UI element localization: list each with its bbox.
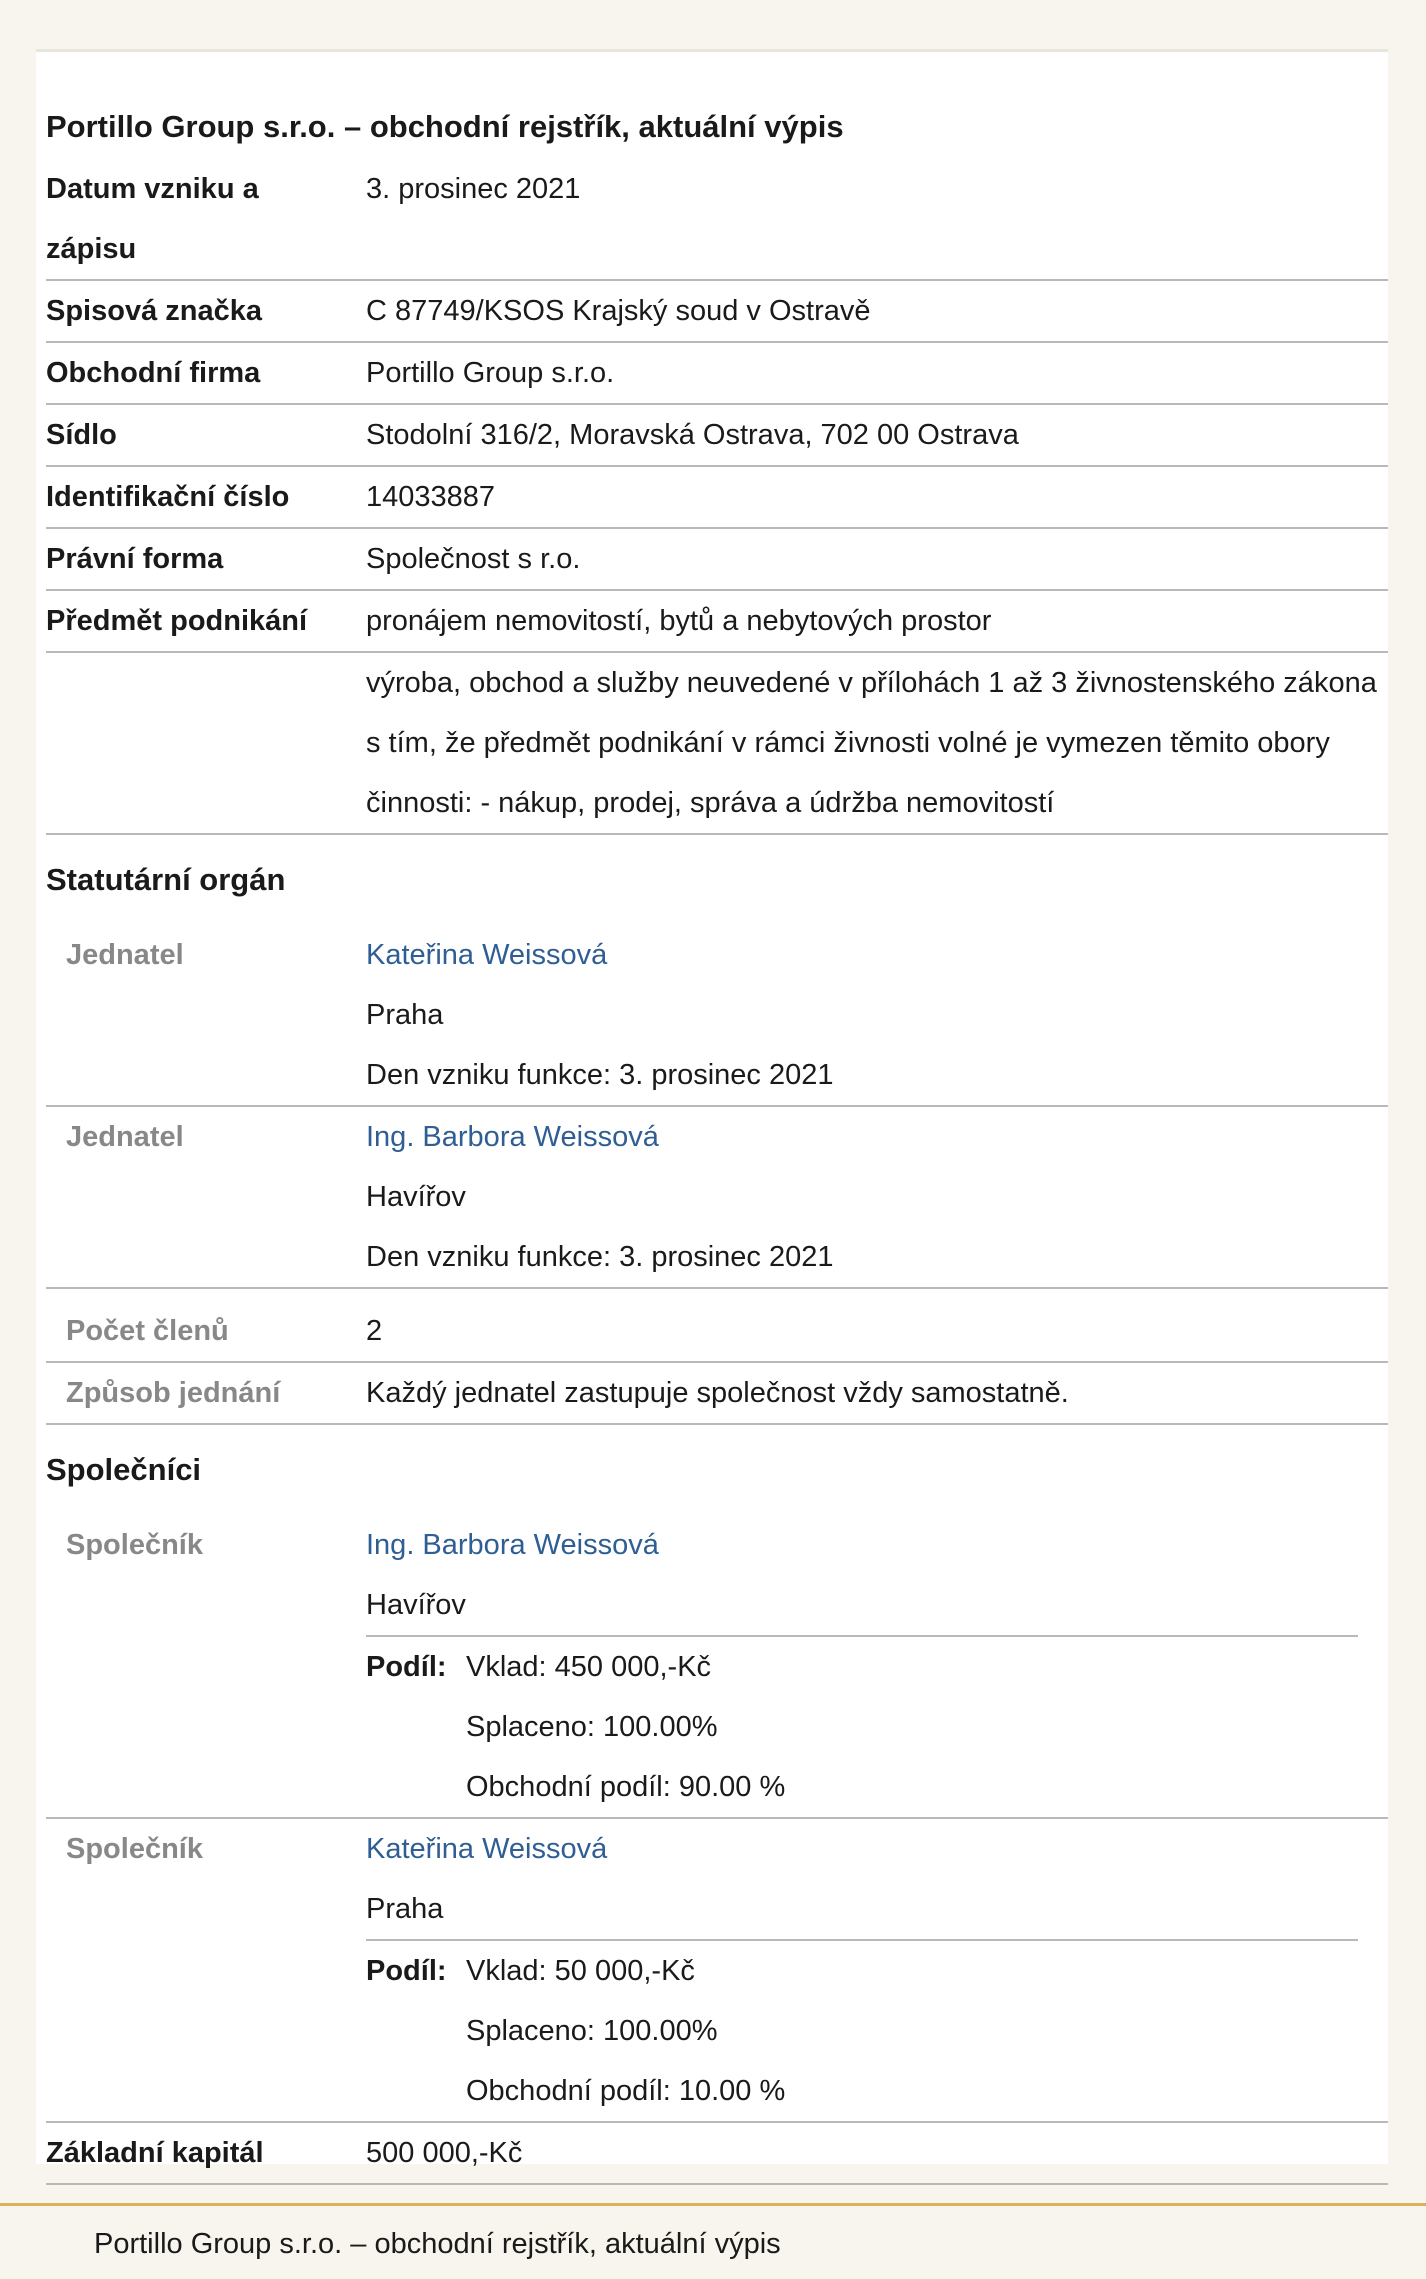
member-name-link[interactable]: Kateřina Weissová <box>366 939 608 971</box>
value-company-id: 14033887 <box>366 481 496 513</box>
value-capital: 500 000,-Kč <box>366 2137 523 2169</box>
partner-city: Praha <box>366 1893 444 1925</box>
member-city: Praha <box>366 999 444 1031</box>
label-legal-form: Právní forma <box>46 543 224 575</box>
share-percent: Obchodní podíl: 10.00 % <box>466 2075 786 2107</box>
row-member-count <box>46 1289 1388 1363</box>
statutory-heading: Statutární orgán <box>46 862 286 897</box>
label-file-number: Spisová značka <box>46 295 262 327</box>
business-item: výroba, obchod a služby neuvedené v přílohách 1 až 3 živnostenského zákona s tím, že předmět podnikání v rámci živnosti volné je vymezen těmito obory činnosti: - nákup, prodej, správa a údržba nemovitostí <box>366 667 1377 819</box>
label-capital: Základní kapitál <box>46 2137 264 2169</box>
member-city: Havířov <box>366 1181 466 1213</box>
label-founding-date: Datum vzniku a zápisu <box>46 173 259 265</box>
member-role: Jednatel <box>66 939 184 971</box>
share-percent: Obchodní podíl: 90.00 % <box>466 1771 786 1803</box>
row-file-number <box>46 281 1388 343</box>
value-company-name: Portillo Group s.r.o. <box>366 357 615 389</box>
value-file-number: C 87749/KSOS Krajský soud v Ostravě <box>366 295 871 327</box>
partner-name-link[interactable]: Ing. Barbora Weissová <box>366 1529 659 1561</box>
row-company-name <box>46 343 1388 405</box>
row-founding-date <box>46 159 1388 281</box>
partner-share <box>366 1939 1358 2121</box>
partners-heading: Společníci <box>46 1452 202 1487</box>
row-legal-form <box>46 529 1388 591</box>
footer <box>0 2203 1426 2279</box>
row-company-id <box>46 467 1388 529</box>
row-business-2 <box>46 653 1388 835</box>
partner-role: Společník <box>66 1529 203 1561</box>
member-role: Jednatel <box>66 1121 184 1153</box>
row-business-1 <box>46 591 1388 653</box>
label-address: Sídlo <box>46 419 117 451</box>
member-since: Den vzniku funkce: 3. prosinec 2021 <box>366 1241 834 1273</box>
member-name-link[interactable]: Ing. Barbora Weissová <box>366 1121 659 1153</box>
label-business: Předmět podnikání <box>46 605 308 637</box>
row-address <box>46 405 1388 467</box>
partner-share <box>366 1635 1358 1817</box>
register-card <box>36 49 1388 2169</box>
share-label: Podíl: <box>366 1651 447 1683</box>
member-since: Den vzniku funkce: 3. prosinec 2021 <box>366 1059 834 1091</box>
business-item: pronájem nemovitostí, bytů a nebytových prostor <box>366 605 992 637</box>
partner-city: Havířov <box>366 1589 466 1621</box>
statutory-member <box>46 925 1388 1107</box>
register-content <box>46 95 1388 2185</box>
partner-role: Společník <box>66 1833 203 1865</box>
statutory-member <box>46 1107 1388 1289</box>
label-member-count: Počet členů <box>66 1315 229 1347</box>
label-conduct: Způsob jednání <box>66 1377 281 1409</box>
value-address: Stodolní 316/2, Moravská Ostrava, 702 00 Ostrava <box>366 419 1019 451</box>
footer-text: Portillo Group s.r.o. – obchodní rejstřík, aktuální výpis <box>94 2228 781 2260</box>
value-member-count: 2 <box>366 1315 383 1347</box>
label-company-name: Obchodní firma <box>46 357 261 389</box>
partner <box>46 1819 1388 2123</box>
row-capital <box>46 2123 1388 2185</box>
share-deposit: Vklad: 450 000,-Kč <box>466 1651 712 1683</box>
page-title: Portillo Group s.r.o. – obchodní rejstřík, aktuální výpis <box>46 109 844 144</box>
partner <box>46 1515 1388 1819</box>
value-conduct: Každý jednatel zastupuje společnost vždy samostatně. <box>366 1377 1069 1409</box>
label-company-id: Identifikační číslo <box>46 481 290 513</box>
share-label: Podíl: <box>366 1955 447 1987</box>
share-paid: Splaceno: 100.00% <box>466 2015 718 2047</box>
share-deposit: Vklad: 50 000,-Kč <box>466 1955 695 1987</box>
value-legal-form: Společnost s r.o. <box>366 543 581 575</box>
value-founding-date: 3. prosinec 2021 <box>366 173 581 205</box>
label-empty <box>46 653 366 833</box>
row-conduct <box>46 1363 1388 1425</box>
partner-name-link[interactable]: Kateřina Weissová <box>366 1833 608 1865</box>
share-paid: Splaceno: 100.00% <box>466 1711 718 1743</box>
